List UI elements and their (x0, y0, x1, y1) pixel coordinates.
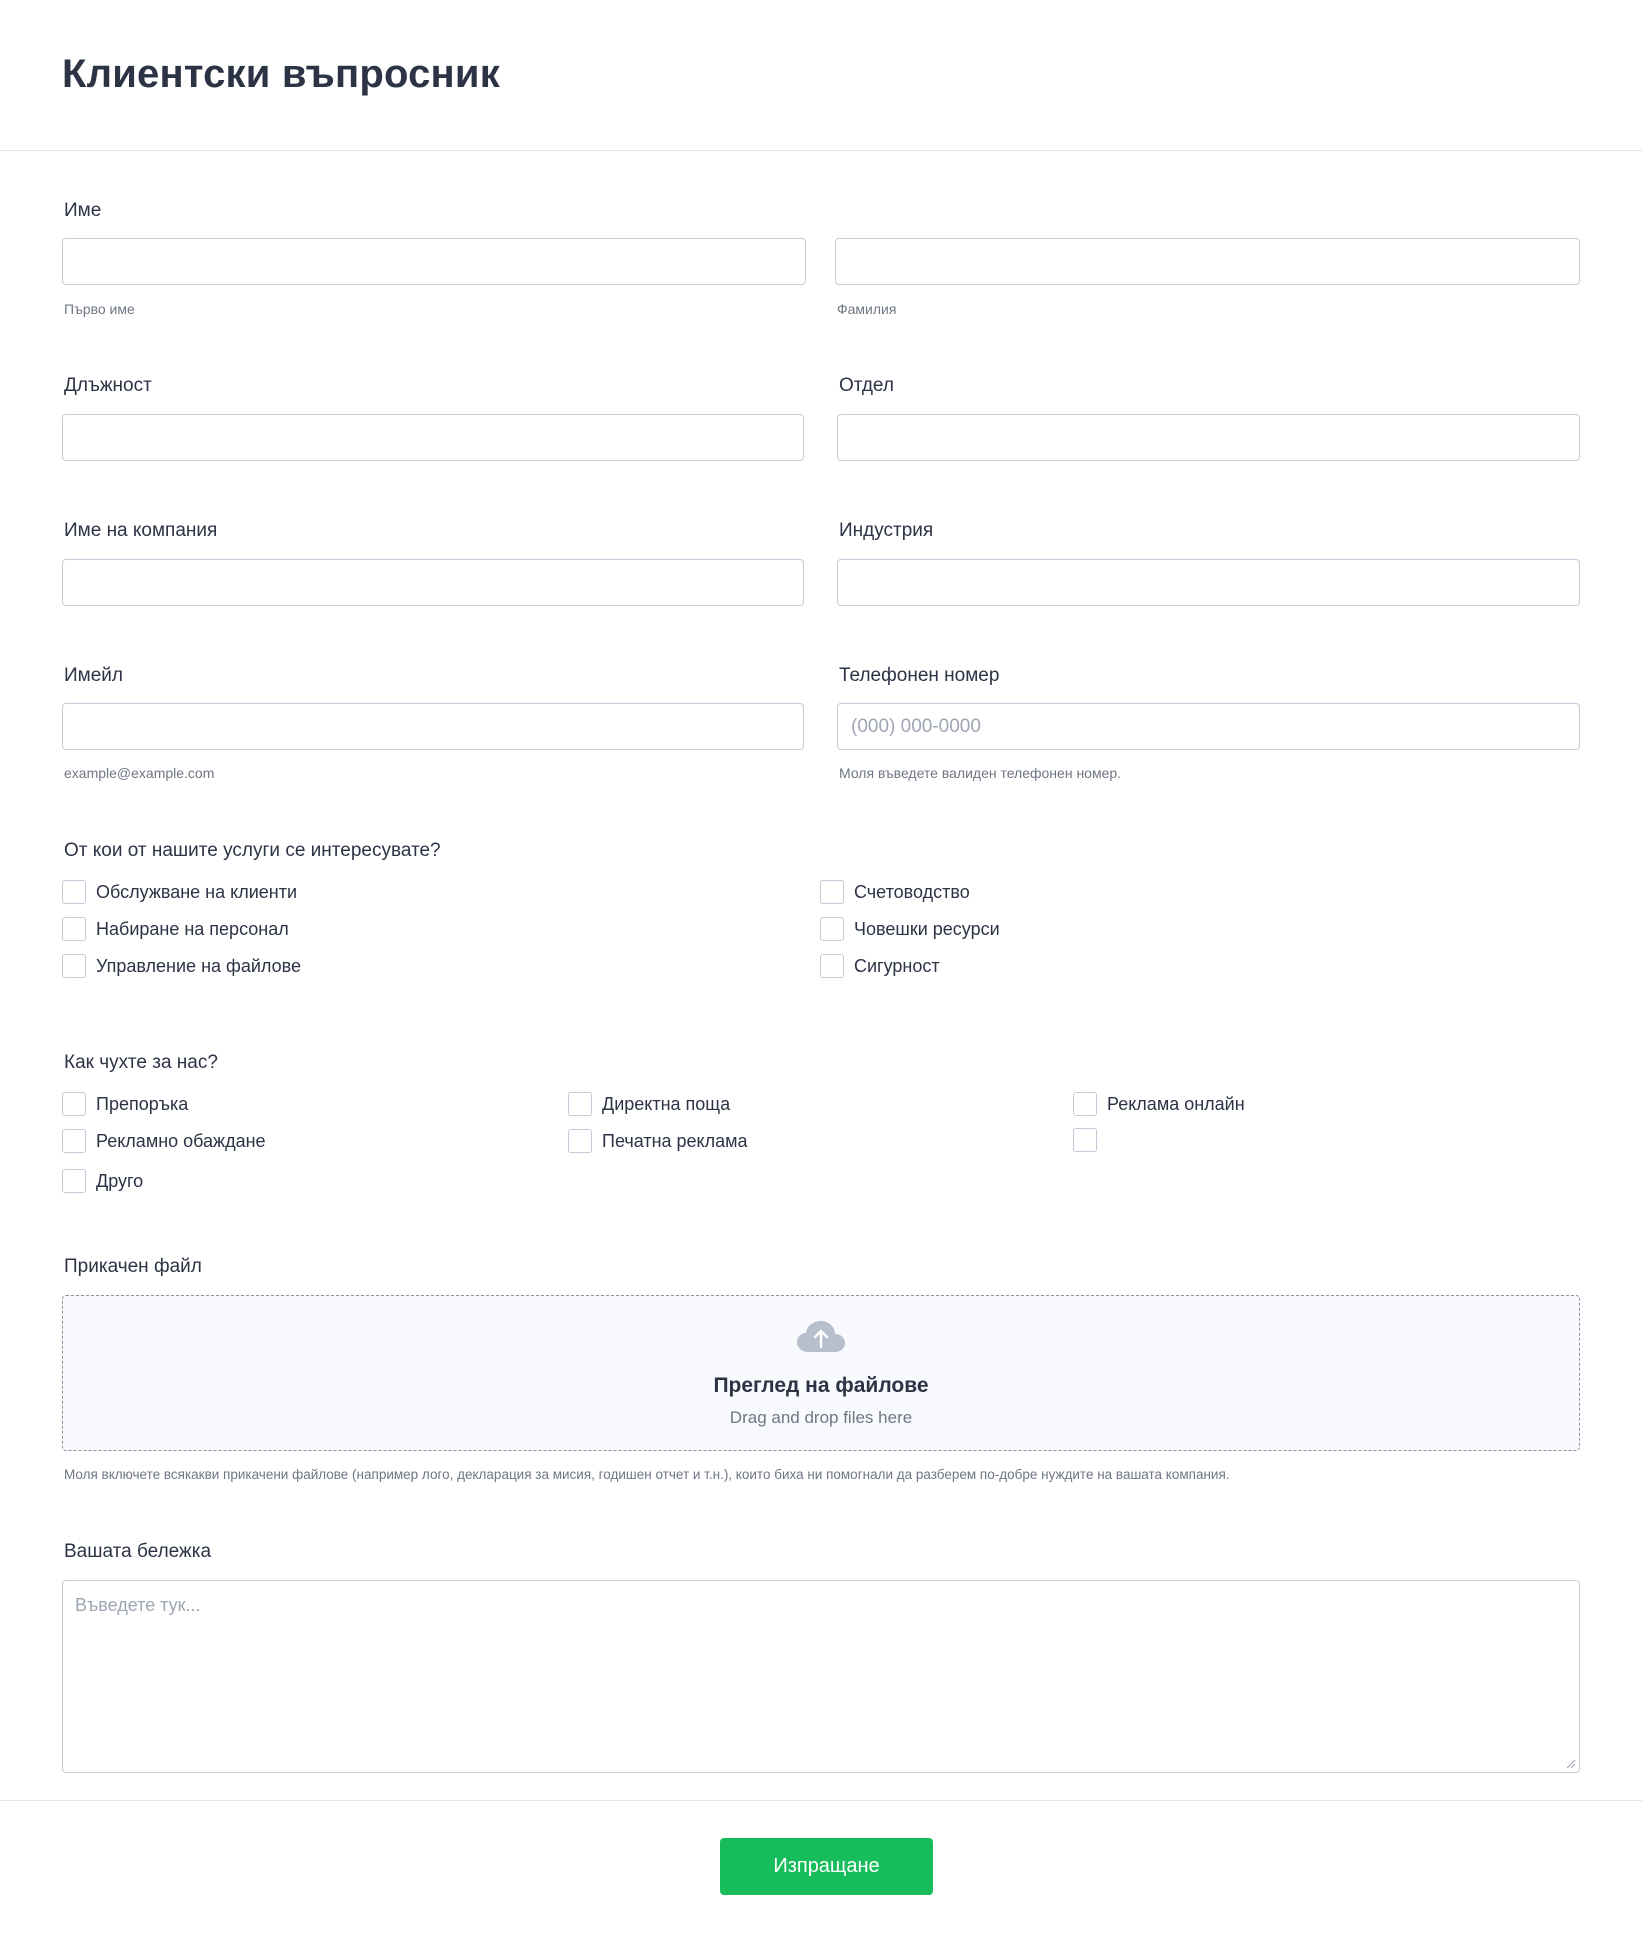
checkbox[interactable] (820, 917, 844, 941)
services-option[interactable] (62, 916, 289, 942)
email-sublabel: example@example.com (64, 765, 215, 781)
browse-files-link[interactable]: Преглед на файлове (713, 1374, 929, 1397)
option-label: Управление на файлове (96, 955, 301, 976)
checkbox[interactable] (1073, 1092, 1097, 1116)
email-input[interactable] (62, 703, 804, 750)
form-header (0, 0, 1642, 151)
checkbox[interactable] (62, 917, 86, 941)
source-option[interactable] (1073, 1091, 1245, 1117)
cloud-upload-icon (796, 1320, 846, 1354)
first-name-input[interactable] (62, 238, 806, 285)
attachment-sublabel: Моля включете всякакви прикачени файлове (например лого, декларация за мисия, годишен отчет и т.н.), които биха ни помогнали да разберем по-добре нуждите на вашата компания. (64, 1467, 1230, 1482)
option-label: Сигурност (854, 955, 940, 976)
source-option[interactable] (568, 1128, 748, 1154)
last-name-input[interactable] (835, 238, 1580, 285)
first-name-sublabel: Първо име (64, 301, 135, 317)
source-option[interactable] (568, 1091, 730, 1117)
attachment-label: Прикачен файл (64, 1256, 202, 1277)
company-label: Име на компания (64, 520, 218, 541)
source-option[interactable] (62, 1091, 188, 1117)
source-label: Как чухте за нас? (64, 1052, 218, 1073)
note-label: Вашата бележка (64, 1541, 212, 1562)
position-label: Длъжност (64, 375, 152, 396)
checkbox[interactable] (62, 1169, 86, 1193)
checkbox[interactable] (820, 880, 844, 904)
option-label: Човешки ресурси (854, 918, 1000, 939)
industry-input[interactable] (837, 559, 1580, 606)
submit-button[interactable]: Изпращане (720, 1838, 933, 1895)
source-option[interactable] (62, 1168, 143, 1194)
source-option[interactable] (62, 1128, 266, 1154)
last-name-sublabel: Фамилия (837, 301, 897, 317)
checkbox[interactable] (62, 1092, 86, 1116)
services-option[interactable] (820, 916, 1000, 942)
phone-label: Телефонен номер (839, 665, 1000, 686)
company-input[interactable] (62, 559, 804, 606)
source-option[interactable] (1073, 1127, 1107, 1153)
services-option[interactable] (820, 953, 940, 979)
services-option[interactable] (62, 953, 301, 979)
department-input[interactable] (837, 414, 1580, 461)
checkbox[interactable] (820, 954, 844, 978)
resize-handle-icon[interactable] (1564, 1757, 1576, 1769)
option-label: Набиране на персонал (96, 918, 289, 939)
checkbox[interactable] (62, 1129, 86, 1153)
services-label: От кои от нашите услуги се интересувате? (64, 840, 441, 861)
email-label: Имейл (64, 665, 123, 686)
phone-input[interactable] (837, 703, 1580, 750)
phone-sublabel: Моля въведете валиден телефонен номер. (839, 765, 1122, 781)
checkbox[interactable] (62, 954, 86, 978)
note-textarea[interactable] (62, 1580, 1580, 1773)
industry-label: Индустрия (839, 520, 934, 541)
file-upload-dropzone[interactable] (62, 1295, 1580, 1451)
checkbox[interactable] (1073, 1128, 1097, 1152)
option-label: Директна поща (602, 1093, 731, 1114)
position-input[interactable] (62, 414, 804, 461)
services-option[interactable] (62, 879, 297, 905)
form-title: Клиентски въпросник (62, 52, 500, 96)
option-label: Счетоводство (854, 881, 970, 902)
option-label: Обслужване на клиенти (96, 881, 298, 902)
option-label: Рекламно обаждане (96, 1130, 266, 1151)
name-label: Име (64, 200, 102, 221)
option-label: Реклама онлайн (1107, 1093, 1245, 1114)
option-label: Друго (96, 1170, 144, 1191)
checkbox[interactable] (568, 1129, 592, 1153)
checkbox[interactable] (62, 880, 86, 904)
checkbox[interactable] (568, 1092, 592, 1116)
drag-drop-hint: Drag and drop files here (729, 1408, 913, 1427)
option-label: Препоръка (96, 1093, 189, 1114)
option-label: Печатна реклама (602, 1130, 748, 1151)
department-label: Отдел (839, 375, 894, 396)
footer-divider (0, 1800, 1642, 1801)
services-option[interactable] (820, 879, 970, 905)
